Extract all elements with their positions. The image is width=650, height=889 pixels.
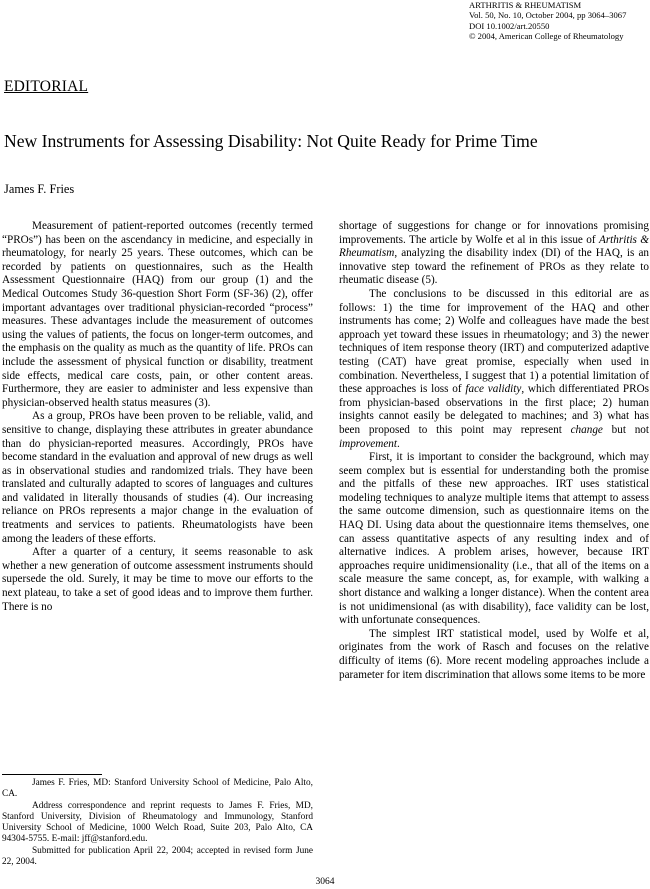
journal-reference: Arthritis & Rheumatism <box>339 233 649 260</box>
text-run: shortage of suggestions for change or for innovations promising improvements. The article by Wolfe et al in this issue of <box>339 220 649 246</box>
paragraph: After a quarter of a century, it seems reasonable to ask whether a new generation of outcome assessment instruments should supersede the old. Surely, it may be time to move our efforts to the next plateau, to take a set of good ideas and to improve them further. There is no <box>2 546 313 613</box>
page-number: 3064 <box>315 877 335 887</box>
paragraph: As a group, PROs have been proven to be reliable, valid, and sensitive to change, displaying these attributes in greater abundance than do physician-reported measures. Accordingly, PROs have become standard in the evaluation and approval of new drugs as well as in observational studies and randomized trials. They have been translated and culturally adapted to scores of languages and cultures and validated in literally thousands of studies (4). Our increasing reliance on PROs represents a major change in the evaluation of treatments and services to patients. Rheumatologists have been among the leaders of these efforts. <box>2 410 313 545</box>
left-column <box>2 220 313 614</box>
text-run: , analyzing the disability index (DI) of the HAQ, is an innovative step toward the refinement of PROs as they relate to rheumatic disease (5). <box>339 247 649 287</box>
paragraph <box>339 220 649 288</box>
journal-doi: DOI 10.1002/art.20550 <box>469 20 550 31</box>
section-label: EDITORIAL <box>4 78 89 95</box>
emphasis: improvement <box>339 437 397 450</box>
footnote-divider <box>2 774 102 775</box>
paragraph: First, it is important to consider the background, which may seem complex but is essential for understanding both the promise and the pitfalls of these new approaches. IRT uses statistical modeling techniques to analyze multiple items that attempt to assess the same outcome dimension, such as questionnaire items on the HAQ DI. Using data about the questionnaire items themselves, one can assess quantitative aspects of any resulting index and of alternative indices. A problem arises, however, because IRT approaches require unidimensionality (i.e., that all of the items on a scale measure the same concept, as, for example, with walking a short distance and walking a longer distance). When the content area is not unidimensional (as with disability), face validity can be lost, with unfortunate consequences. <box>339 451 649 627</box>
journal-volume: Vol. 50, No. 10, October 2004, pp 3064–3067 <box>469 10 627 21</box>
text-run: . <box>397 437 400 450</box>
text-run: but not <box>602 423 649 436</box>
right-column <box>339 220 649 682</box>
article-title: New Instruments for Assessing Disability: Not Quite Ready for Prime Time <box>4 131 538 151</box>
text-run: The conclusions to be discussed in this editorial are as follows: 1) the time for improvement of the HAQ and other instruments has come; 2) Wolfe and colleagues have made the best approach yet toward these issues in rheumatology; and 3) the newer techniques of item response theory (IRT) and computerized adaptive testing (CAT) have great promise, especially when used in combination. Nevertheless, I suggest that 1) a potential limitation of these approaches is loss of <box>339 287 649 396</box>
journal-copyright: © 2004, American College of Rheumatology <box>469 31 624 42</box>
footnote: Address correspondence and reprint requests to James F. Fries, MD, Stanford University, Division of Rheumatology and Immunology, Stanford University School of Medicine, 1000 Welch Road, Suite 203, Palo Alto, CA 94304-5755. E-mail: jff@stanford.edu. <box>2 800 313 845</box>
paragraph: The simplest IRT statistical model, used by Wolfe et al, originates from the work of Rasch and focuses on the relative difficulty of items (6). More recent modeling approaches include a parameter for item discrimination that allows some items to be more <box>339 627 649 681</box>
journal-header <box>469 0 626 42</box>
emphasis: change <box>570 423 603 436</box>
author-name: James F. Fries <box>4 182 75 196</box>
footnotes <box>2 778 313 868</box>
text-run: , which differentiated PROs from physician-based observations in the first place; 2) human insights cannot easily be delegated to machines; and 3) what has been proposed to this point may represent <box>339 383 649 436</box>
footnote: James F. Fries, MD: Stanford University School of Medicine, Palo Alto, CA. <box>2 778 313 800</box>
journal-name: ARTHRITIS & RHEUMATISM <box>469 0 582 10</box>
paragraph <box>339 288 649 451</box>
footnote: Submitted for publication April 22, 2004; accepted in revised form June 22, 2004. <box>2 845 313 868</box>
paragraph: Measurement of patient-reported outcomes (recently termed “PROs”) has been on the ascendancy in medicine, and especially in rheumatology, for nearly 25 years. These outcomes, which can be recorded by patients on questionnaires, such as the Health Assessment Questionnaire (HAQ) from our group (1) and the Medical Outcomes Study 36-question Short Form (SF-36) (2), offer important advantages over traditional physician-recorded “process” measures. These advantages include the measurement of outcomes using the values of patients, the focus on longer-term outcomes, and the emphasis on the quality as much as the quantity of life. PROs can include the assessment of physical function or disability, treatment side effects, medical care costs, pain, or other content areas. Furthermore, they are easier to administer and less expensive than physician-observed health status measures (3). <box>2 220 313 409</box>
emphasis: face validity <box>465 383 522 396</box>
